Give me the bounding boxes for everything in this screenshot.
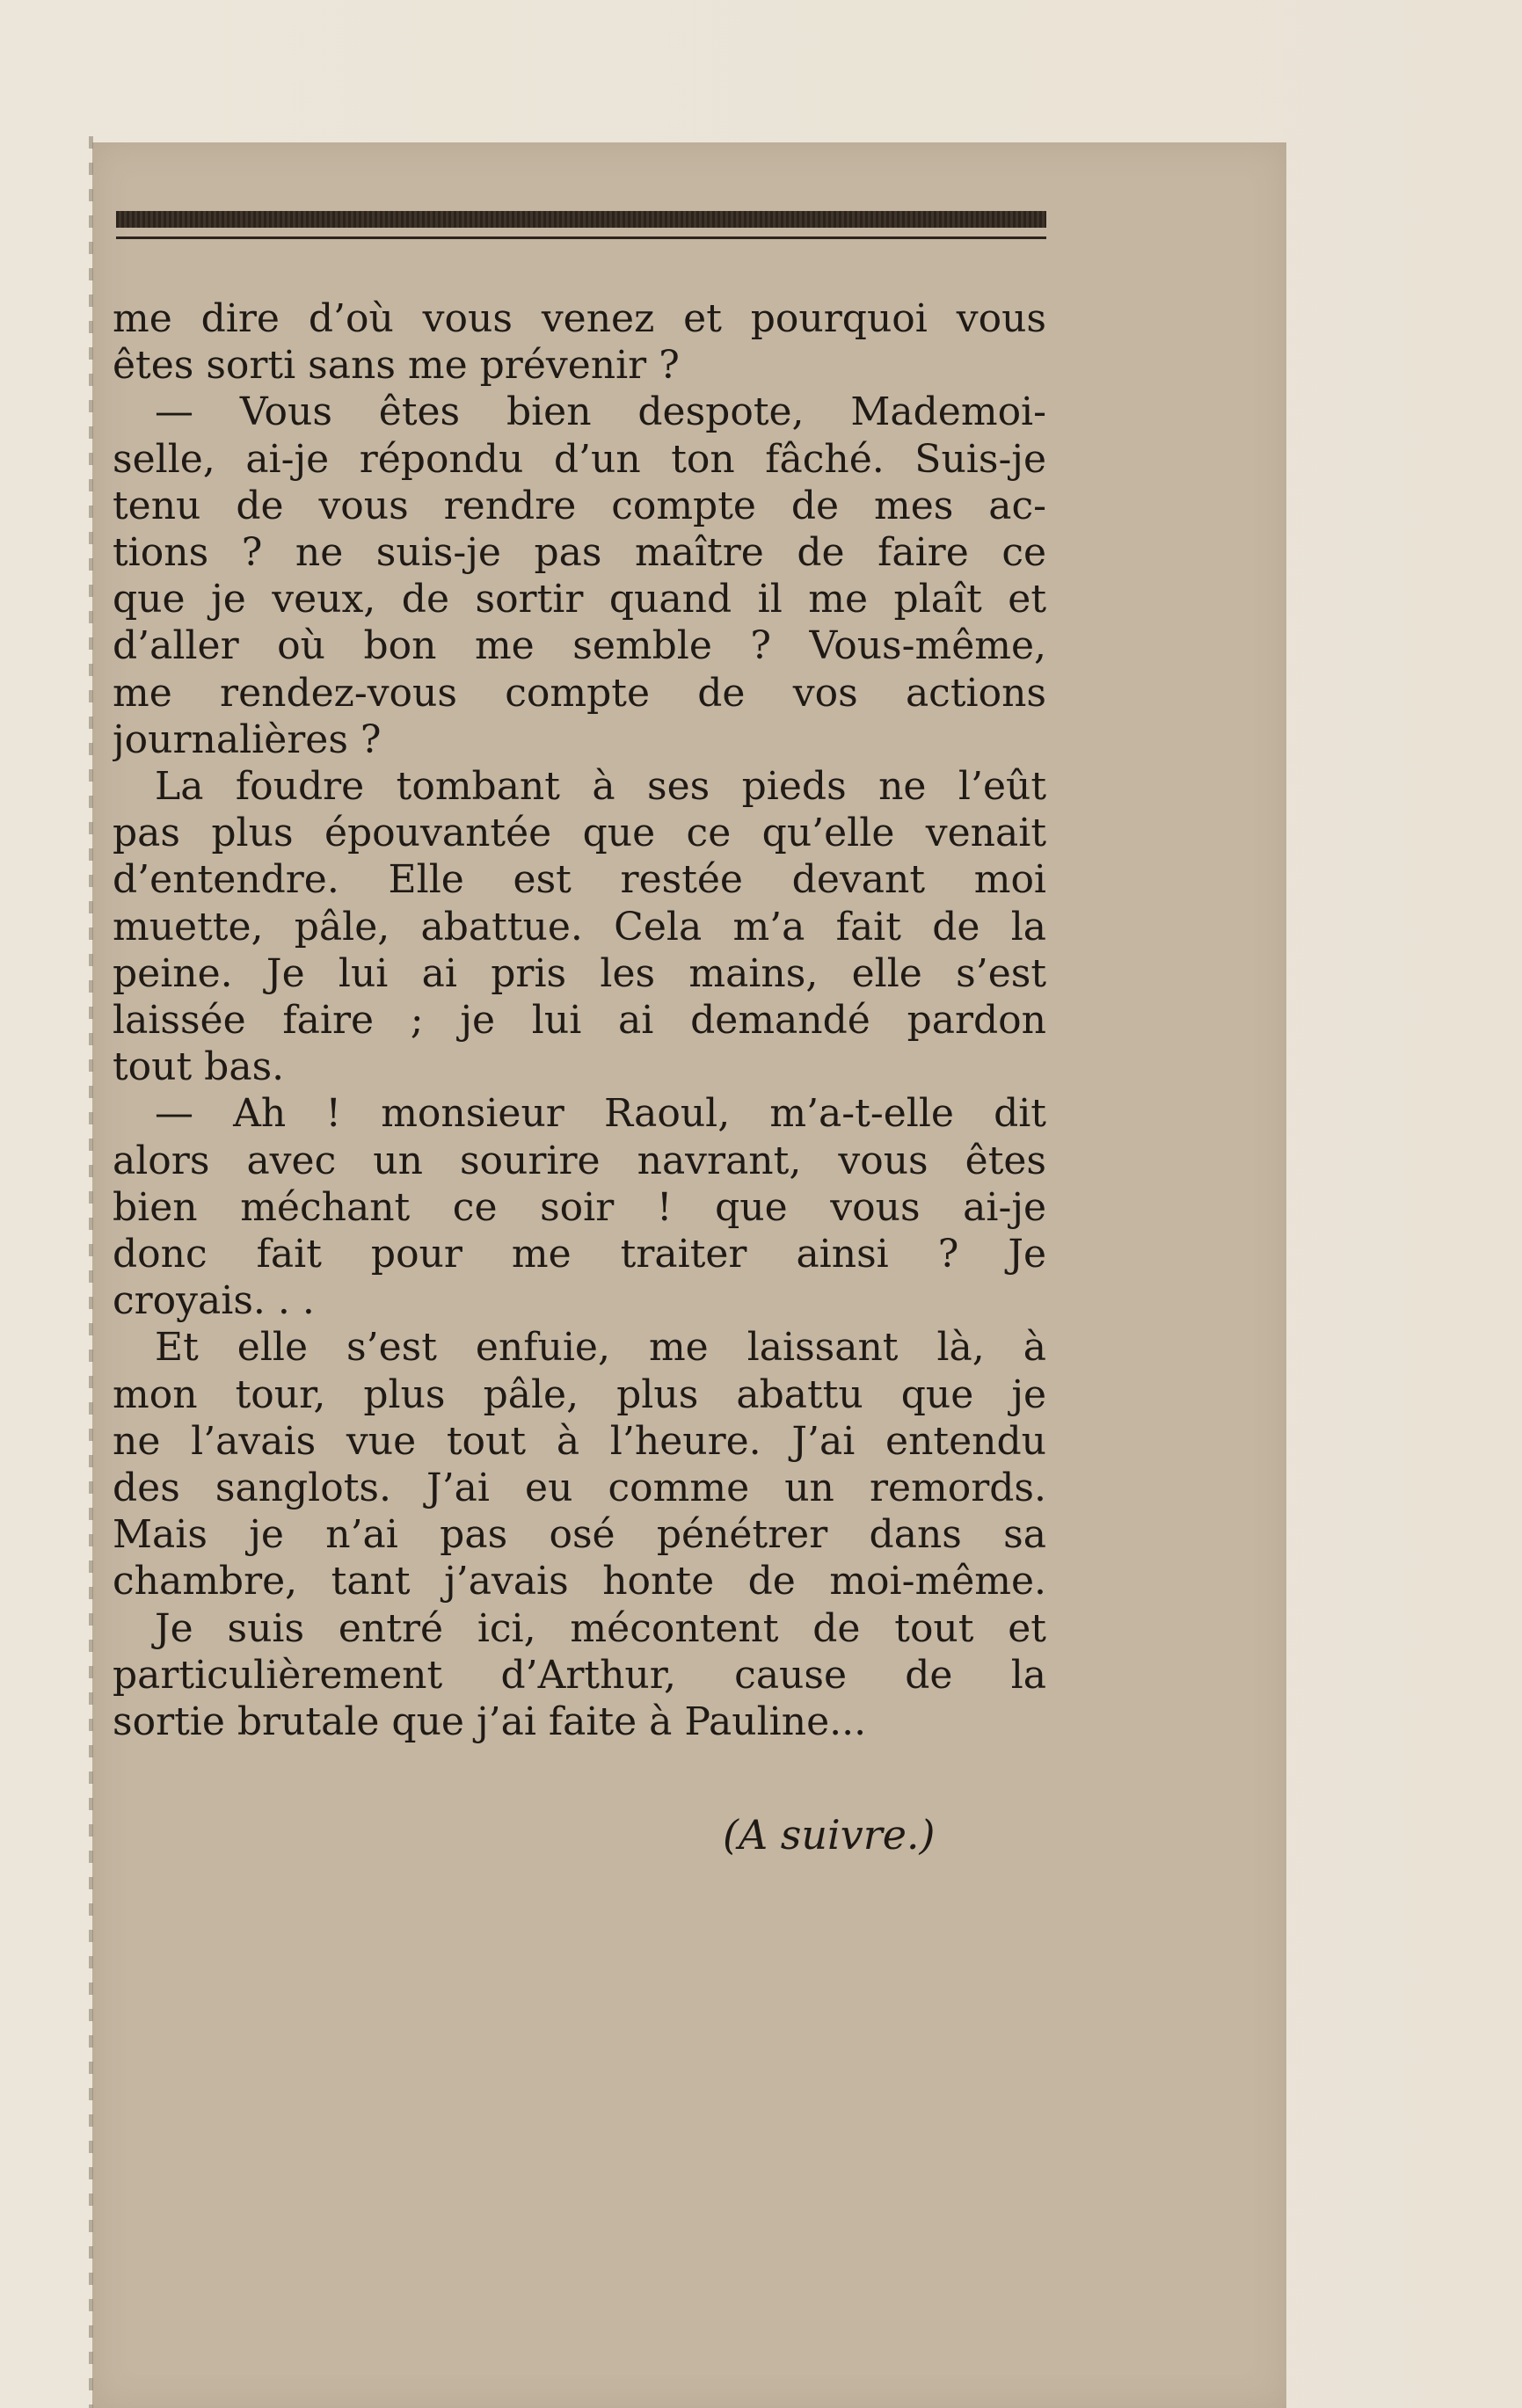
text-line: que je veux, de sortir quand il me plaît et — [113, 577, 1046, 622]
text-line: me dire d’où vous venez et pourquoi vous — [113, 296, 1046, 341]
text-line: d’aller où bon me semble ? Vous-même, — [113, 623, 1046, 669]
header-rule-thin — [116, 236, 1046, 239]
text-line: bien méchant ce soir ! que vous ai-je — [113, 1184, 1046, 1230]
text-line: — Vous êtes bien despote, Mademoi- — [155, 389, 1046, 435]
text-line: croyais. . . — [113, 1278, 315, 1324]
text-line: êtes sorti sans me prévenir ? — [113, 343, 680, 389]
text-line: particulièrement d’Arthur, cause de la — [113, 1652, 1046, 1698]
text-line: tenu de vous rendre compte de mes ac- — [113, 483, 1046, 528]
text-line: tout bas. — [113, 1044, 285, 1090]
text-line: Je suis entré ici, mécontent de tout et — [155, 1605, 1046, 1651]
text-line: mon tour, plus pâle, plus abattu que je — [113, 1371, 1046, 1417]
article-text — [113, 295, 1046, 1745]
text-line: La foudre tombant à ses pieds ne l’eût — [155, 764, 1046, 810]
text-line: laissée faire ; je lui ai demandé pardon — [113, 998, 1046, 1044]
text-line: d’entendre. Elle est restée devant moi — [113, 857, 1046, 903]
text-line: me rendez-vous compte de vos actions — [113, 670, 1046, 716]
text-line: Mais je n’ai pas osé pénétrer dans sa — [113, 1512, 1046, 1558]
text-line: peine. Je lui ai pris les mains, elle s’est — [113, 950, 1046, 996]
text-line: chambre, tant j’avais honte de moi-même. — [113, 1559, 1046, 1604]
text-line: ne l’avais vue tout à l’heure. J’ai entendu — [113, 1418, 1046, 1464]
text-line: sortie brutale que j’ai faite à Pauline... — [113, 1699, 867, 1745]
header-rule-thick — [116, 211, 1046, 228]
text-line: muette, pâle, abattue. Cela m’a fait de la — [113, 904, 1046, 949]
text-line: alors avec un sourire navrant, vous êtes — [113, 1138, 1046, 1183]
text-line: donc fait pour me traiter ainsi ? Je — [113, 1232, 1046, 1277]
clipping-torn-edge — [89, 136, 93, 2408]
text-line: journalières ? — [113, 717, 382, 762]
text-line: Et elle s’est enfuie, me laissant là, à — [155, 1325, 1046, 1371]
text-line: — Ah ! monsieur Raoul, m’a-t-elle dit — [155, 1091, 1046, 1137]
text-line: selle, ai-je répondu d’un ton fâché. Suis-je — [113, 436, 1046, 482]
text-line: pas plus épouvantée que ce qu’elle venait — [113, 811, 1046, 856]
text-line: des sanglots. J’ai eu comme un remords. — [113, 1466, 1046, 1511]
to-be-continued: (A suivre.) — [723, 1811, 936, 1859]
text-line: tions ? ne suis-je pas maître de faire ce — [113, 530, 1046, 576]
